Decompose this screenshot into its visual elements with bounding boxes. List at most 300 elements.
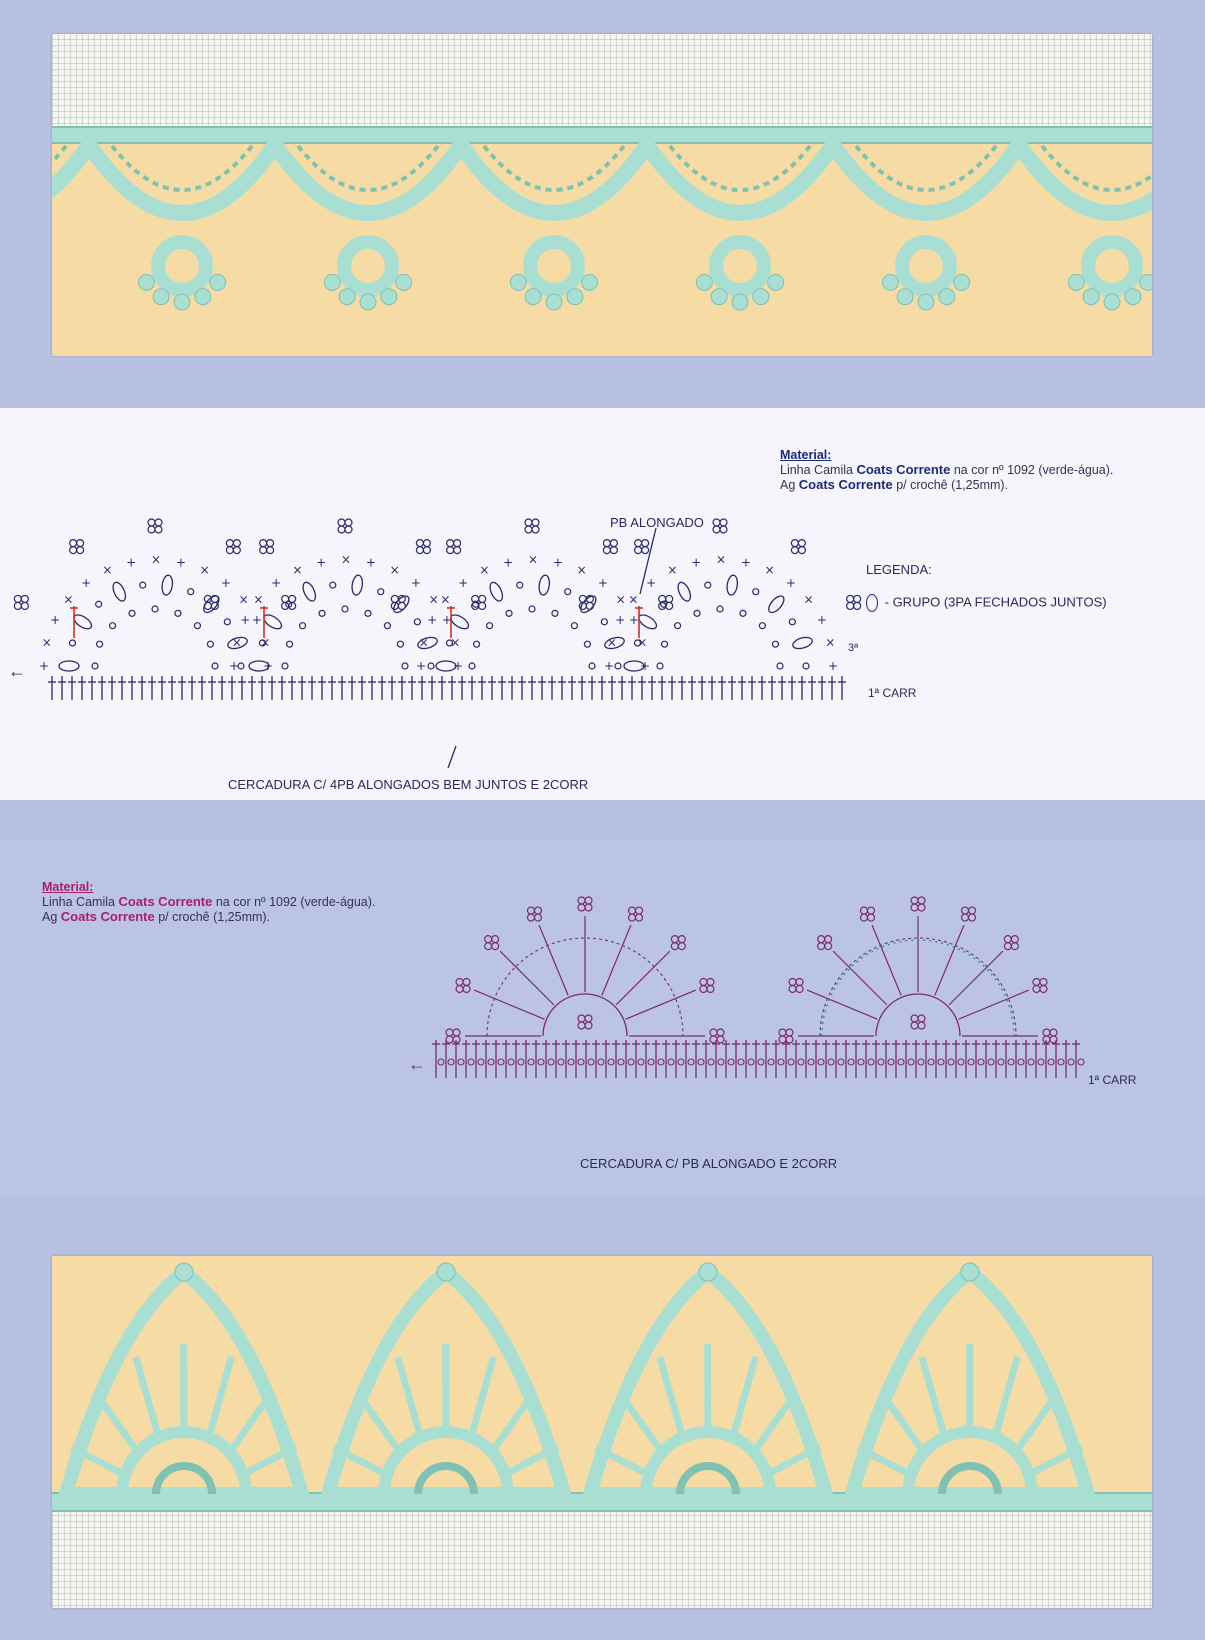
picot-mark: [479, 602, 486, 609]
chain-mark: [768, 1059, 774, 1065]
picot-mark: [796, 978, 803, 985]
picot-mark: [707, 985, 714, 992]
picot-mark: [267, 547, 274, 554]
picot-mark: [671, 936, 678, 943]
chain-mark: [402, 663, 408, 669]
picot-mark: [911, 1015, 918, 1022]
sc-mark: +: [271, 575, 282, 590]
sc-mark: +: [646, 575, 657, 590]
lace-picot: [324, 274, 340, 290]
chain-mark: [428, 663, 434, 669]
chain-mark: [528, 1059, 534, 1065]
lace-picot: [525, 289, 541, 305]
picot-mark: [700, 978, 707, 985]
chain-mark: [384, 623, 390, 629]
picot-mark: [463, 978, 470, 985]
chain-mark: [300, 623, 306, 629]
sc-mark: ×: [764, 563, 775, 578]
sc-mark: +: [458, 575, 469, 590]
sc-mark: ×: [231, 635, 242, 650]
sc-mark: +: [427, 612, 438, 627]
chain-mark: [438, 1059, 444, 1065]
lace-photo-bottom: [52, 1256, 1152, 1608]
fan-spoke: [807, 990, 877, 1019]
lace-scallop: [87, 142, 277, 213]
chain-mark: [740, 610, 746, 616]
sc-mark: +: [597, 575, 608, 590]
picot-mark: [713, 519, 720, 526]
chain-mark: [414, 619, 420, 625]
chain-mark: [618, 1059, 624, 1065]
picot-mark: [1033, 985, 1040, 992]
sc-mark: ×: [418, 635, 429, 650]
fan-spoke: [539, 925, 568, 995]
chain-mark: [152, 606, 158, 612]
picot-mark: [398, 602, 405, 609]
material2-line1: Linha Camila Coats Corrente na cor nº 1092 (verde-água).: [42, 894, 376, 909]
chain-mark: [868, 1059, 874, 1065]
sc-mark: +: [740, 555, 751, 570]
picot-mark: [532, 519, 539, 526]
sc-mark: ×: [716, 552, 727, 567]
picot-mark: [446, 1029, 453, 1036]
chain-mark: [688, 1059, 694, 1065]
picot-mark: [1004, 936, 1011, 943]
chain-mark: [487, 623, 493, 629]
picot-mark: [789, 985, 796, 992]
fan-spoke: [935, 925, 964, 995]
sc-mark: ×: [637, 635, 648, 650]
lace-picot: [1068, 274, 1084, 290]
chain-mark: [1028, 1059, 1034, 1065]
picot-mark: [1050, 1036, 1057, 1043]
lace-picot: [768, 274, 784, 290]
sc-mark: ×: [576, 563, 587, 578]
lace-picot: [753, 289, 769, 305]
chain-mark: [517, 582, 523, 588]
chain-mark: [224, 619, 230, 625]
chain-mark: [378, 589, 384, 595]
lace-fan-rib: [620, 1394, 662, 1453]
caption-diagram2: CERCADURA C/ PB ALONGADO E 2CORR: [580, 1156, 838, 1171]
lace-scallop: [1017, 142, 1152, 213]
chain-mark: [589, 663, 595, 669]
picot-mark: [786, 1029, 793, 1036]
picot-mark: [585, 1022, 592, 1029]
group-stitch: [538, 575, 551, 596]
picot-mark: [578, 1015, 585, 1022]
picot-mark: [678, 936, 685, 943]
sc-mark: +: [126, 555, 137, 570]
material1-heading: Material:: [780, 448, 832, 462]
picot-mark: [1033, 978, 1040, 985]
lace-fan-rib: [471, 1357, 494, 1438]
lace-picot: [897, 289, 913, 305]
picot-mark: [479, 595, 486, 602]
chain-mark: [657, 663, 663, 669]
group-stitch: [351, 575, 364, 596]
picot-mark: [585, 1015, 592, 1022]
sc-mark: ×: [260, 635, 271, 650]
picot-mark: [629, 907, 636, 914]
picot-mark: [825, 936, 832, 943]
chain-mark: [1038, 1059, 1044, 1065]
sc-mark: ×: [803, 592, 814, 607]
chain-mark: [717, 606, 723, 612]
picot-mark: [720, 519, 727, 526]
chain-mark: [287, 641, 293, 647]
picot-mark: [911, 897, 918, 904]
picot-mark: [525, 526, 532, 533]
chain-mark: [1058, 1059, 1064, 1065]
picot-mark: [1011, 943, 1018, 950]
sc-mark: ×: [341, 552, 352, 567]
chain-mark: [998, 1059, 1004, 1065]
picot-mark: [525, 519, 532, 526]
group-stitch: [488, 581, 505, 603]
picot-mark: [642, 547, 649, 554]
inner-arc: [543, 994, 627, 1036]
lace-fan-rib: [358, 1394, 400, 1453]
lace-picot: [1140, 274, 1152, 290]
chain-mark: [110, 623, 116, 629]
lace-fan-rib: [733, 1357, 756, 1438]
sc-mark: ×: [428, 592, 439, 607]
sc-mark: ×: [151, 552, 162, 567]
chain-mark: [698, 1059, 704, 1065]
sc-mark: ×: [102, 563, 113, 578]
picot-mark: [854, 595, 861, 602]
chain-mark: [615, 663, 621, 669]
chain-mark: [978, 1059, 984, 1065]
chain-mark: [948, 1059, 954, 1065]
lace-fan-rib: [492, 1393, 533, 1452]
chain-mark: [908, 1059, 914, 1065]
chain-mark: [968, 1059, 974, 1065]
caption-diagram1: CERCADURA C/ 4PB ALONGADOS BEM JUNTOS E 2CORR: [228, 777, 589, 792]
sc-mark: ×: [41, 635, 52, 650]
sc-mark: +: [316, 555, 327, 570]
sc-mark: +: [552, 555, 563, 570]
legend-item: - GRUPO (3PA FECHADOS JUNTOS): [866, 594, 1107, 612]
sc-mark: ×: [479, 563, 490, 578]
picot-mark: [779, 1029, 786, 1036]
sc-mark: +: [263, 659, 274, 673]
lace-picot: [939, 289, 955, 305]
chain-mark: [678, 1059, 684, 1065]
lace-picot: [210, 274, 226, 290]
picot-mark: [233, 540, 240, 547]
chain-mark: [888, 1059, 894, 1065]
fan-spoke: [949, 951, 1003, 1005]
picot-mark: [423, 547, 430, 554]
direction-arrow-diagram2: ←: [408, 1054, 426, 1074]
sc-mark: +: [441, 612, 452, 627]
chain-mark: [96, 601, 102, 607]
group-stitch: [726, 575, 739, 596]
picot-mark: [860, 914, 867, 921]
lace-picot: [582, 274, 598, 290]
picot-mark: [485, 936, 492, 943]
lace-picot: [381, 289, 397, 305]
chain-mark: [478, 1059, 484, 1065]
picot-mark: [603, 540, 610, 547]
picot-mark: [610, 540, 617, 547]
picot-mark: [1040, 985, 1047, 992]
chain-mark: [538, 1059, 544, 1065]
chain-mark: [529, 606, 535, 612]
picot-mark: [77, 547, 84, 554]
sc-mark: +: [785, 575, 796, 590]
chain-mark: [397, 641, 403, 647]
sc-mark: ×: [628, 592, 639, 607]
chain-mark: [207, 641, 213, 647]
lace-fan-rib: [136, 1357, 159, 1437]
group-stitch: [766, 593, 787, 615]
picot-mark: [391, 595, 398, 602]
chain-mark: [194, 623, 200, 629]
chain-mark: [129, 610, 135, 616]
picot-mark: [586, 602, 593, 609]
chain-mark: [694, 610, 700, 616]
lace-scallop-inner: [298, 146, 438, 190]
chain-mark: [608, 1059, 614, 1065]
chain-mark: [212, 663, 218, 669]
chain-mark: [748, 1059, 754, 1065]
picot-mark: [14, 595, 21, 602]
group-stitch: [637, 612, 659, 631]
lace-picot: [153, 289, 169, 305]
chain-mark: [1018, 1059, 1024, 1065]
chain-mark: [777, 663, 783, 669]
row1-label-diagram1: 1ª CARR: [868, 686, 917, 700]
sc-mark: +: [453, 659, 464, 673]
sc-mark: +: [229, 659, 240, 673]
fan-spoke: [872, 925, 901, 995]
picot-mark: [267, 540, 274, 547]
picot-mark: [918, 1015, 925, 1022]
picot-mark: [854, 602, 861, 609]
picot-mark: [825, 943, 832, 950]
lace-scallop: [831, 142, 1021, 213]
fan-spoke: [602, 925, 631, 995]
lace-picot: [1104, 294, 1120, 310]
lace-scallop: [273, 142, 463, 213]
lace-picot: [546, 294, 562, 310]
group-stitch: [301, 581, 318, 603]
picot-mark: [532, 526, 539, 533]
picot-mark: [707, 978, 714, 985]
fan-spoke: [500, 951, 554, 1005]
lace-fan-rib: [398, 1357, 421, 1437]
picot-mark: [642, 540, 649, 547]
picot-mark: [345, 519, 352, 526]
picot-mark: [671, 943, 678, 950]
picot-mark: [717, 1029, 724, 1036]
picot-mark: [456, 978, 463, 985]
picot-mark: [798, 540, 805, 547]
chain-mark: [506, 610, 512, 616]
chain-mark: [675, 623, 681, 629]
picot-mark: [338, 526, 345, 533]
chain-mark: [878, 1059, 884, 1065]
sc-mark: ×: [389, 563, 400, 578]
group-stitch: [111, 581, 128, 603]
sc-mark: +: [240, 612, 251, 627]
sc-mark: ×: [606, 635, 617, 650]
picot-mark: [579, 595, 586, 602]
chain-mark: [638, 1059, 644, 1065]
picot-mark: [791, 547, 798, 554]
pb-alongado-label: PB ALONGADO: [610, 515, 704, 530]
inner-arc: [876, 994, 960, 1036]
chain-mark: [319, 610, 325, 616]
group-stitch: [262, 612, 284, 631]
picot-mark: [416, 540, 423, 547]
chain-mark: [803, 663, 809, 669]
legend-title: LEGENDA:: [866, 562, 932, 577]
lace-scallop: [459, 142, 649, 213]
picot-mark: [485, 943, 492, 950]
chain-mark: [458, 1059, 464, 1065]
picot-mark: [260, 547, 267, 554]
chain-mark: [558, 1059, 564, 1065]
chain-mark: [1068, 1059, 1074, 1065]
picot-mark: [789, 978, 796, 985]
sc-mark: ×: [615, 592, 626, 607]
picot-mark: [282, 602, 289, 609]
picot-mark: [447, 547, 454, 554]
lace-picot: [732, 294, 748, 310]
chain-mark: [140, 582, 146, 588]
lace-fan-rib: [922, 1357, 945, 1437]
picot-mark: [1011, 936, 1018, 943]
group-stitch: [59, 661, 79, 671]
lace-picot: [396, 274, 412, 290]
chain-mark: [1048, 1059, 1054, 1065]
lace-picot: [195, 289, 211, 305]
picot-mark: [447, 540, 454, 547]
lace-ring: [716, 242, 764, 290]
chain-mark: [1008, 1059, 1014, 1065]
chain-mark: [188, 589, 194, 595]
picot-mark: [585, 897, 592, 904]
picot-mark: [867, 907, 874, 914]
chain-mark: [918, 1059, 924, 1065]
sc-mark: ×: [825, 635, 836, 650]
chain-mark: [848, 1059, 854, 1065]
picot-mark: [534, 907, 541, 914]
picot-mark: [700, 985, 707, 992]
sc-mark: +: [416, 659, 427, 673]
chain-mark: [662, 641, 668, 647]
lace-fan-tip: [437, 1263, 455, 1281]
lace-picot: [339, 289, 355, 305]
chain-mark: [718, 1059, 724, 1065]
chain-mark: [658, 1059, 664, 1065]
lace-picot: [882, 274, 898, 290]
chain-mark: [778, 1059, 784, 1065]
chain-mark: [330, 582, 336, 588]
material1-line2: Ag Coats Corrente p/ crochê (1,25mm).: [780, 477, 1009, 492]
picot-mark: [610, 547, 617, 554]
picot-mark: [578, 897, 585, 904]
chain-mark: [772, 641, 778, 647]
sc-mark: +: [251, 612, 262, 627]
chain-mark: [818, 1059, 824, 1065]
picot-mark: [710, 1029, 717, 1036]
sc-mark: +: [503, 555, 514, 570]
sc-mark: ×: [253, 592, 264, 607]
chain-mark: [498, 1059, 504, 1065]
lace-fan-rib: [96, 1394, 138, 1453]
picot-mark: [77, 540, 84, 547]
picot-mark: [636, 914, 643, 921]
picot-mark: [70, 540, 77, 547]
lace-ring: [902, 242, 950, 290]
lace-picot: [1083, 289, 1099, 305]
picot-mark: [527, 914, 534, 921]
lace-photo-top: [52, 34, 1152, 356]
picot-mark: [635, 540, 642, 547]
picot-mark: [204, 602, 211, 609]
chain-mark: [808, 1059, 814, 1065]
picot-mark: [798, 547, 805, 554]
fan-spoke: [626, 990, 696, 1019]
picot-mark: [492, 943, 499, 950]
picot-mark: [456, 985, 463, 992]
picot-mark: [635, 547, 642, 554]
lace-ring: [530, 242, 578, 290]
picot-mark: [260, 540, 267, 547]
chain-mark: [958, 1059, 964, 1065]
chain-mark: [753, 589, 759, 595]
picot-mark: [710, 1036, 717, 1043]
chain-mark: [789, 619, 795, 625]
picot-mark: [867, 914, 874, 921]
lace-scallop: [645, 142, 835, 213]
chain-mark: [565, 589, 571, 595]
picot-mark: [148, 519, 155, 526]
picot-mark: [416, 547, 423, 554]
sc-mark: +: [628, 612, 639, 627]
picot-mark: [720, 526, 727, 533]
chain-mark: [474, 641, 480, 647]
chain-mark: [598, 1059, 604, 1065]
picot-mark: [70, 547, 77, 554]
picot-mark: [847, 602, 854, 609]
sc-mark: +: [828, 659, 839, 673]
picot-mark: [918, 1022, 925, 1029]
lace-ring: [344, 242, 392, 290]
direction-arrow-diagram1: ←: [8, 661, 26, 681]
picot-mark: [796, 985, 803, 992]
sc-mark: ×: [440, 592, 451, 607]
picot-mark: [818, 936, 825, 943]
chain-mark: [988, 1059, 994, 1065]
sc-mark: ×: [63, 592, 74, 607]
picot-mark: [918, 897, 925, 904]
lace-picot: [1125, 289, 1141, 305]
sc-mark: ×: [667, 563, 678, 578]
lace-fan-rib: [230, 1393, 271, 1452]
sc-mark: ×: [238, 592, 249, 607]
picot-mark: [1004, 943, 1011, 950]
chain-mark: [69, 640, 75, 646]
picot-mark: [847, 595, 854, 602]
picot-mark: [454, 540, 461, 547]
lace-fan-rib: [209, 1357, 232, 1438]
